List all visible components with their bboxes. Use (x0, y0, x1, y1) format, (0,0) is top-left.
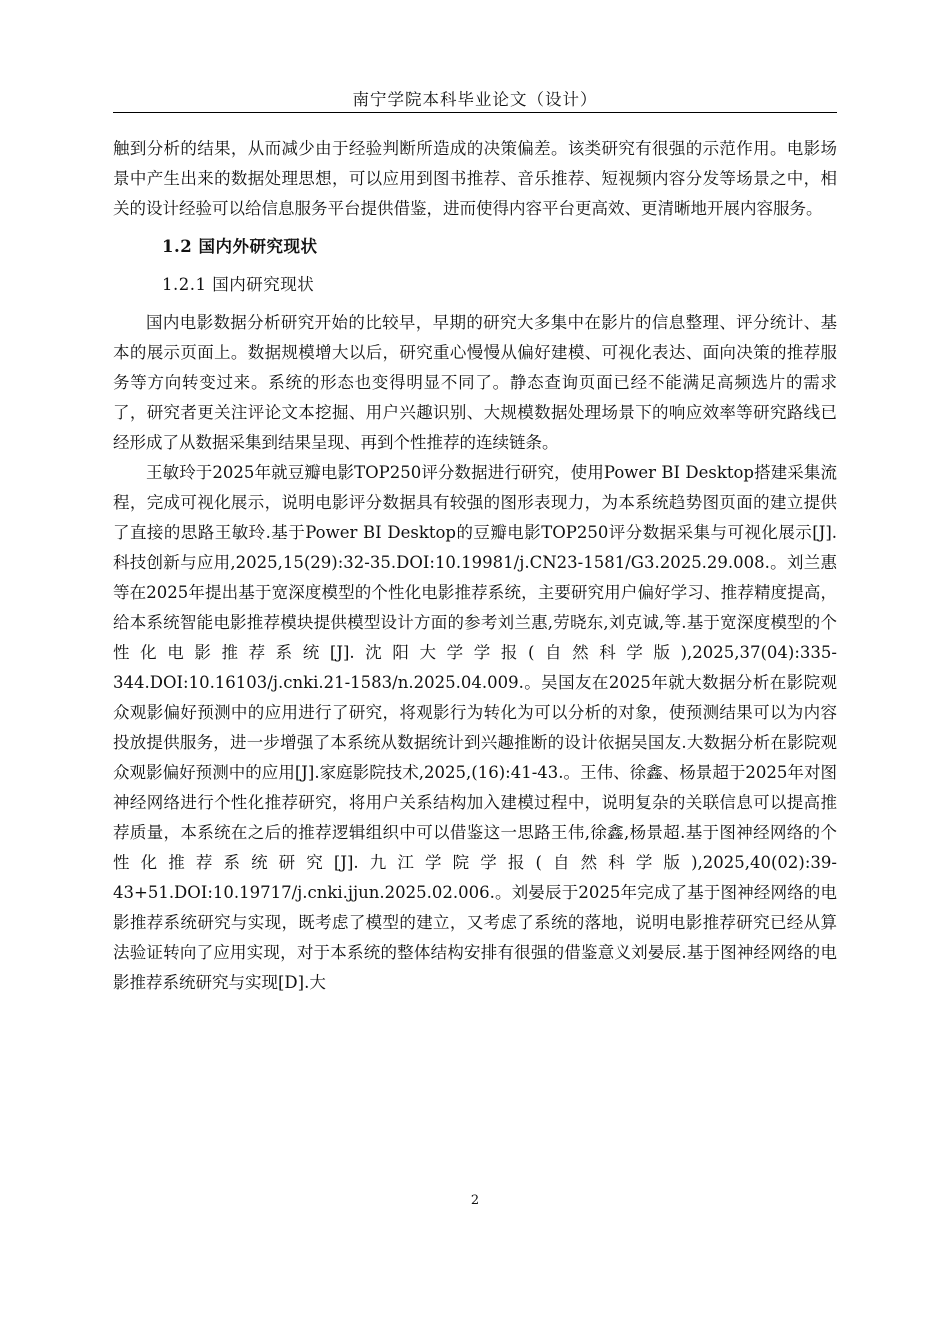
running-header: 南宁学院本科毕业论文（设计） (352, 90, 598, 109)
intro-paragraph: 触到分析的结果，从而减少由于经验判断所造成的决策偏差。该类研究有很强的示范作用。电影场景中产生出来的数据处理思想，可以应用到图书推荐、音乐推荐、短视频内容分发等场景之中，相关的设计经验可以给信息服务平台提供借鉴，进而使得内容平台更高效、更清晰地开展内容服务。 (113, 139, 837, 218)
page-body (113, 134, 837, 998)
subsection-heading: 1.2.1 国内研究现状 (162, 275, 315, 294)
header-rule (113, 112, 837, 113)
body-paragraph-1: 国内电影数据分析研究开始的比较早，早期的研究大多集中在影片的信息整理、评分统计、基本的展示页面上。数据规模增大以后，研究重心慢慢从偏好建模、可视化表达、面向决策的推荐服务等方向转变过来。系统的形态也变得明显不同了。静态查询页面已经不能满足高频选片的需求了，研究者更关注评论文本挖掘、用户兴趣识别、大规模数据处理场景下的响应效率等研究路线已经形成了从数据采集到结果呈现、再到个性推荐的连续链条。 (113, 313, 837, 452)
heading-spacer (113, 300, 837, 308)
section-heading: 1.2 国内外研究现状 (162, 237, 318, 256)
page-number: 2 (470, 1193, 480, 1208)
body-paragraph-2: 王敏玲于2025年就豆瓣电影TOP250评分数据进行研究，使用Power BI Desktop搭建采集流程，完成可视化展示，说明电影评分数据具有较强的图形表现力，为本系统趋势图页面的建立提供了直接的思路王敏玲.基于Power BI Desktop的豆瓣电影TOP250评分数据采集与可视化展示[J].科技创新与应用,2025,15(29):32-35.DOI:10.19981/j.CN23-1581/G3.2025.29.008.。刘兰惠等在2025年提出基于宽深度模型的个性化电影推荐系统，主要研究用户偏好学习、推荐精度提高，给本系统智能电影推荐模块提供模型设计方面的参考刘兰惠,劳晓东,刘克诚,等.基于宽深度模型的个性化电影推荐系统[J].沈阳大学学报(自然科学版),2025,37(04):335-344.DOI:10.16103/j.cnki.21-1583/n.2025.04.009.。吴国友在2025年就大数据分析在影院观众观影偏好预测中的应用进行了研究，将观影行为转化为可以分析的对象，使预测结果可以为内容投放提供服务，进一步增强了本系统从数据统计到兴趣推断的设计依据吴国友.大数据分析在影院观众观影偏好预测中的应用[J].家庭影院技术,2025,(16):41-43.。王伟、徐鑫、杨景超于2025年对图神经网络进行个性化推荐研究，将用户关系结构加入建模过程中，说明复杂的关联信息可以提高推荐质量，本系统在之后的推荐逻辑组织中可以借鉴这一思路王伟,徐鑫,杨景超.基于图神经网络的个性化推荐系统研究[J].九江学院学报(自然科学版),2025,40(02):39-43+51.DOI:10.19717/j.cnki.jjun.2025.02.006.。刘晏辰于2025年完成了基于图神经网络的电影推荐系统研究与实现，既考虑了模型的建立，又考虑了系统的落地，说明电影推荐研究已经从算法验证转向了应用实现，对于本系统的整体结构安排有很强的借鉴意义刘晏辰.基于图神经网络的电影推荐系统研究与实现[D].大 (113, 463, 837, 992)
